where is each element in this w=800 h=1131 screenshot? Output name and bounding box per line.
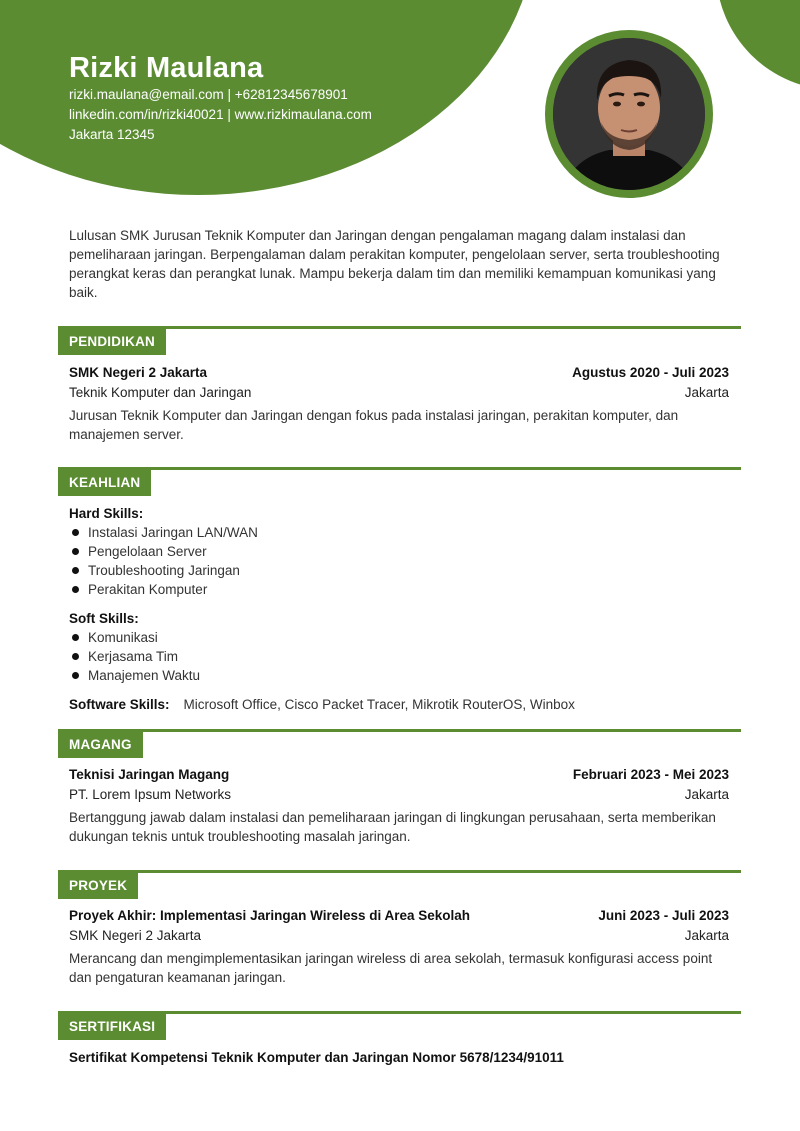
section-divider-internship: [58, 729, 741, 732]
list-item: Komunikasi: [69, 628, 200, 647]
project-location: Jakarta: [684, 928, 729, 943]
project-description: Merancang dan mengimplementasikan jaringan wireless di area sekolah, termasuk konfigurasi access point dan pengaturan keamanan jaringan.: [69, 951, 713, 985]
education-dates: Agustus 2020 - Juli 2023: [572, 365, 729, 380]
list-item: Perakitan Komputer: [69, 580, 258, 599]
internship-title: Teknisi Jaringan Magang: [69, 767, 230, 782]
list-item: Troubleshooting Jaringan: [69, 561, 258, 580]
section-divider-project: [58, 870, 741, 873]
section-heading-skills: KEAHLIAN: [58, 469, 151, 496]
section-heading-education: PENDIDIKAN: [58, 328, 166, 355]
education-major: Teknik Komputer dan Jaringan: [69, 385, 252, 400]
list-item: Kerjasama Tim: [69, 647, 200, 666]
header: [69, 52, 372, 144]
list-item: Pengelolaan Server: [69, 542, 258, 561]
internship-dates: Februari 2023 - Mei 2023: [572, 767, 729, 782]
education-school: SMK Negeri 2 Jakarta: [69, 365, 208, 380]
section-heading-project: PROYEK: [58, 872, 138, 899]
contact-links: linkedin.com/in/rizki40021 | www.rizkimaulana.com: [69, 107, 372, 122]
profile-photo-image: [553, 38, 705, 190]
candidate-name: Rizki Maulana: [69, 52, 264, 84]
software-skills-value: Microsoft Office, Cisco Packet Tracer, Mikrotik RouterOS, Winbox: [183, 697, 575, 712]
list-item: Instalasi Jaringan LAN/WAN: [69, 523, 258, 542]
hard-skills-list: [69, 523, 258, 599]
section-divider-skills: [58, 467, 741, 470]
corner-decoration-shape: [716, 0, 800, 90]
contact-email-phone: rizki.maulana@email.com | +62812345678901: [69, 87, 348, 102]
project-organization: SMK Negeri 2 Jakarta: [69, 928, 202, 943]
project-title: Proyek Akhir: Implementasi Jaringan Wireless di Area Sekolah: [69, 908, 471, 923]
internship-description: Bertanggung jawab dalam instalasi dan pemeliharaan jaringan di lingkungan perusahaan, serta memberikan dukungan teknis untuk troubleshooting masalah jaringan.: [69, 810, 716, 844]
section-heading-certification: SERTIFIKASI: [58, 1013, 166, 1040]
profile-summary: Lulusan SMK Jurusan Teknik Komputer dan Jaringan dengan pengalaman magang dalam instalasi dan pemeliharaan jaringan. Berpengalaman dalam perakitan komputer, pengelolaan server, serta troubleshooting perangkat keras dan perangkat lunak. Mampu bekerja dalam tim dan memiliki kemampuan komunikasi yang baik.: [69, 228, 720, 300]
software-skills-row: [69, 695, 575, 714]
hard-skills-label: Hard Skills:: [69, 506, 144, 521]
certification-item: Sertifikat Kompetensi Teknik Komputer dan Jaringan Nomor 5678/1234/91011: [69, 1050, 564, 1065]
internship-location: Jakarta: [684, 787, 729, 802]
section-heading-internship: MAGANG: [58, 731, 143, 758]
contact-address: Jakarta 12345: [69, 127, 155, 142]
list-item: Manajemen Waktu: [69, 666, 200, 685]
soft-skills-list: [69, 628, 200, 685]
education-description: Jurusan Teknik Komputer dan Jaringan dengan fokus pada instalasi jaringan, perakitan komputer, dan manajemen server.: [69, 408, 679, 442]
person-portrait-icon: [553, 38, 705, 190]
software-skills-label: Software Skills:: [69, 697, 170, 712]
soft-skills-label: Soft Skills:: [69, 611, 139, 626]
project-dates: Juni 2023 - Juli 2023: [598, 908, 729, 923]
profile-photo: [545, 30, 713, 198]
internship-company: PT. Lorem Ipsum Networks: [69, 787, 232, 802]
education-location: Jakarta: [684, 385, 729, 400]
